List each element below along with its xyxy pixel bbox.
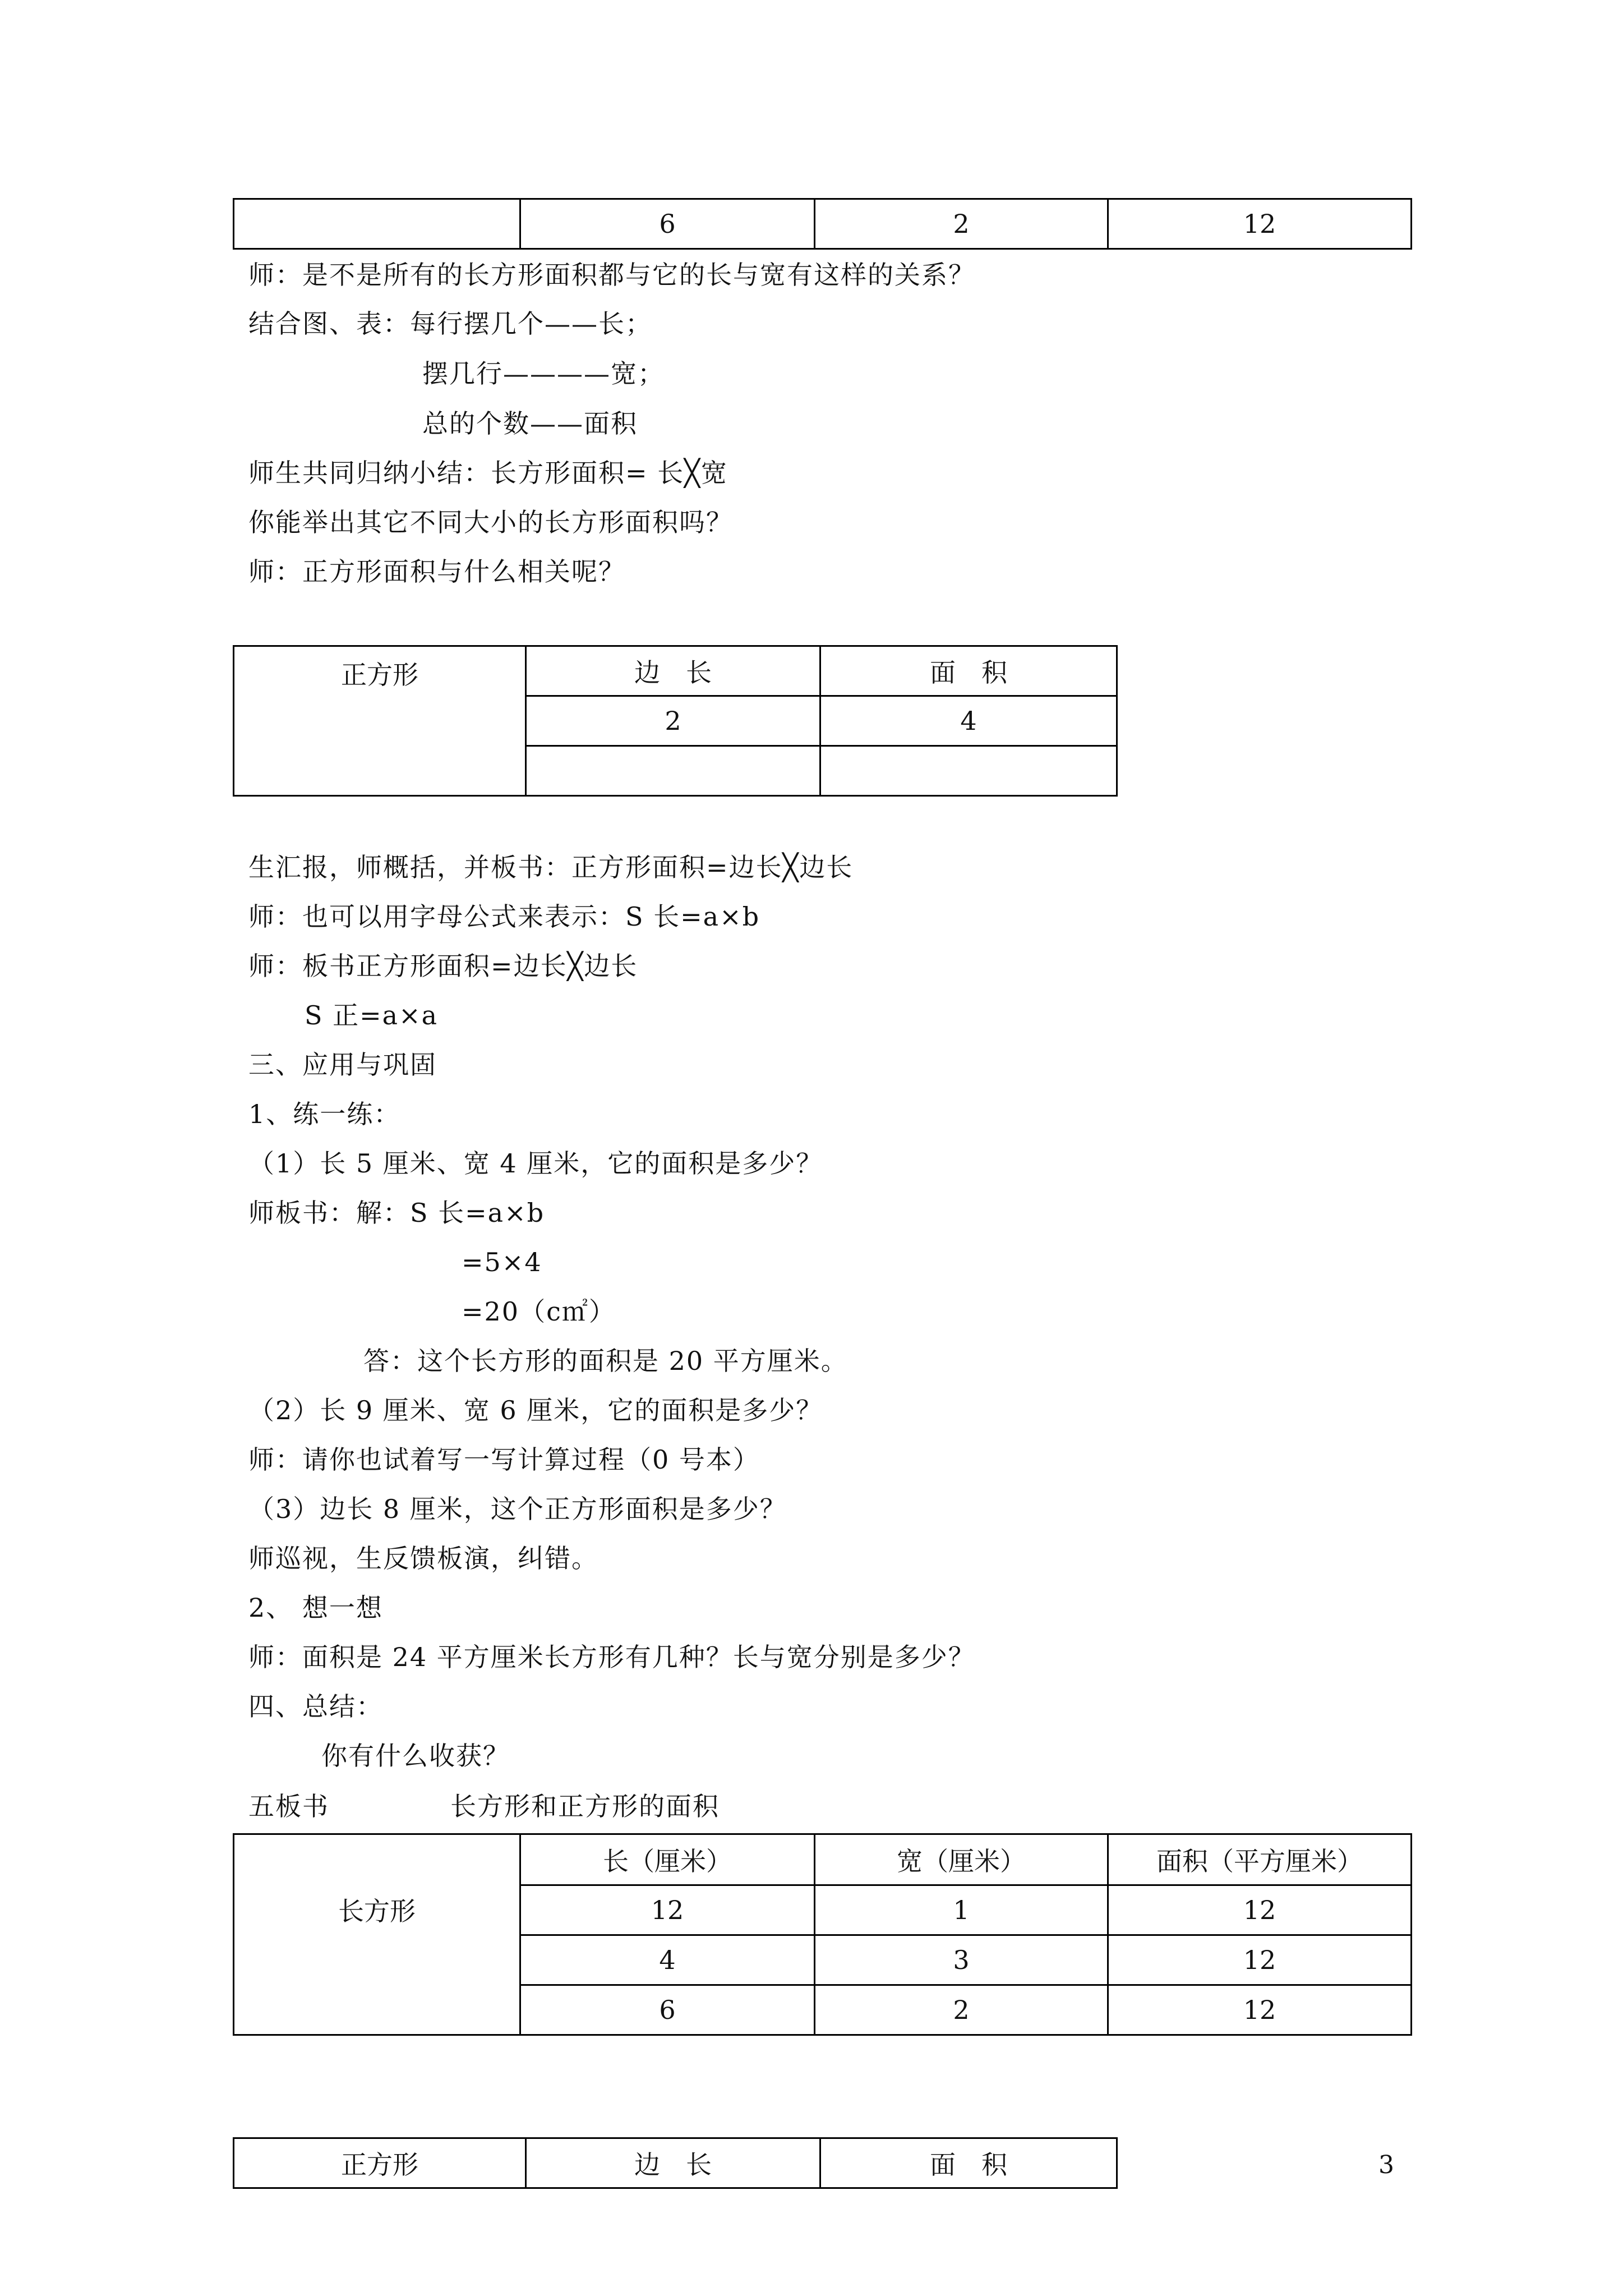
- table-cell: 12: [1108, 1985, 1412, 2035]
- text-line: S 正=a×a: [305, 1000, 439, 1030]
- page-number: 3: [1378, 2151, 1394, 2179]
- table-square-header: [233, 2137, 1118, 2189]
- text-line: 答：这个长方形的面积是 20 平方厘米。: [363, 1346, 848, 1376]
- table-row-label: [234, 1834, 520, 2035]
- table-cell: 12: [1108, 1885, 1412, 1935]
- text-line: 师板书：解：S 长=a×b: [248, 1198, 545, 1228]
- table-cell: 6: [520, 1985, 815, 2035]
- table-cell: 12: [1108, 199, 1412, 249]
- text-line: 五板书: [248, 1791, 329, 1821]
- text-line: 四、总结：: [248, 1691, 383, 1722]
- table-header: 长（厘米）: [520, 1834, 815, 1885]
- table-cell: 2: [815, 1985, 1108, 2035]
- table-row-label: 正方形: [234, 646, 526, 796]
- text-line: =20（c㎡）: [462, 1296, 616, 1327]
- text-line: 长方形和正方形的面积: [450, 1791, 720, 1821]
- text-line: 三、应用与巩固: [248, 1050, 437, 1080]
- text-line: =5×4: [462, 1247, 542, 1277]
- table-header: 面积（平方厘米）: [1108, 1834, 1412, 1885]
- table-row: [234, 199, 1412, 249]
- text-line: 师：正方形面积与什么相关呢？: [248, 556, 625, 587]
- table-header: 宽（厘米）: [815, 1834, 1108, 1885]
- text-line: 总的个数——面积: [422, 408, 638, 439]
- text-line: 师：板书正方形面积=边长╳边长: [248, 951, 638, 981]
- text-line: 1、练一练：: [248, 1099, 401, 1129]
- table-cell: 12: [1108, 1935, 1412, 1985]
- table-cell: [526, 746, 820, 796]
- table-header: 面 积: [820, 646, 1117, 696]
- text-line: 师：是不是所有的长方形面积都与它的长与宽有这样的关系？: [248, 260, 975, 290]
- table-cell: 2: [815, 199, 1108, 249]
- text-line: 结合图、表：每行摆几个——长；: [248, 309, 652, 339]
- table-row: [234, 2138, 1117, 2188]
- table-row: [234, 646, 1117, 696]
- table-cell: 6: [520, 199, 815, 249]
- table-row-label-text: 长方形: [338, 1896, 416, 1926]
- text-line: 你能举出其它不同大小的长方形面积吗？: [248, 507, 733, 537]
- table-header: 正方形: [234, 2138, 526, 2188]
- table-cell: 1: [815, 1885, 1108, 1935]
- text-line: 师：面积是 24 平方厘米长方形有几种？长与宽分别是多少？: [248, 1642, 975, 1672]
- table-square-area: [233, 645, 1118, 797]
- text-line: 师生共同归纳小结：长方形面积= 长╳宽: [248, 458, 728, 488]
- table-cell: 4: [820, 696, 1117, 746]
- text-line: 师巡视，生反馈板演，纠错。: [248, 1543, 598, 1573]
- table-cell: [234, 199, 520, 249]
- table-header: 边 长: [526, 646, 820, 696]
- text-line: 师：请你也试着写一写计算过程（0 号本）: [248, 1444, 760, 1475]
- text-line: （3）边长 8 厘米，这个正方形面积是多少？: [248, 1494, 787, 1524]
- text-line: （2）长 9 厘米、宽 6 厘米，它的面积是多少？: [248, 1395, 823, 1425]
- table-top-partial: [233, 198, 1412, 250]
- table-cell: 12: [520, 1885, 815, 1935]
- text-line: 师：也可以用字母公式来表示：S 长=a×b: [248, 901, 760, 932]
- table-row: [234, 1834, 1412, 1885]
- text-line: 你有什么收获？: [321, 1741, 510, 1771]
- table-cell: 4: [520, 1935, 815, 1985]
- table-header: 边 长: [526, 2138, 820, 2188]
- table-cell: 2: [526, 696, 820, 746]
- table-cell: 3: [815, 1935, 1108, 1985]
- table-cell: [820, 746, 1117, 796]
- text-line: （1）长 5 厘米、宽 4 厘米，它的面积是多少？: [248, 1148, 823, 1179]
- table-rectangle-area: [233, 1833, 1412, 2036]
- table-header: 面 积: [820, 2138, 1117, 2188]
- text-line: 生汇报，师概括，并板书：正方形面积=边长╳边长: [248, 852, 854, 882]
- text-line: 摆几行————宽；: [422, 358, 665, 389]
- text-line: 2、 想一想: [248, 1593, 383, 1623]
